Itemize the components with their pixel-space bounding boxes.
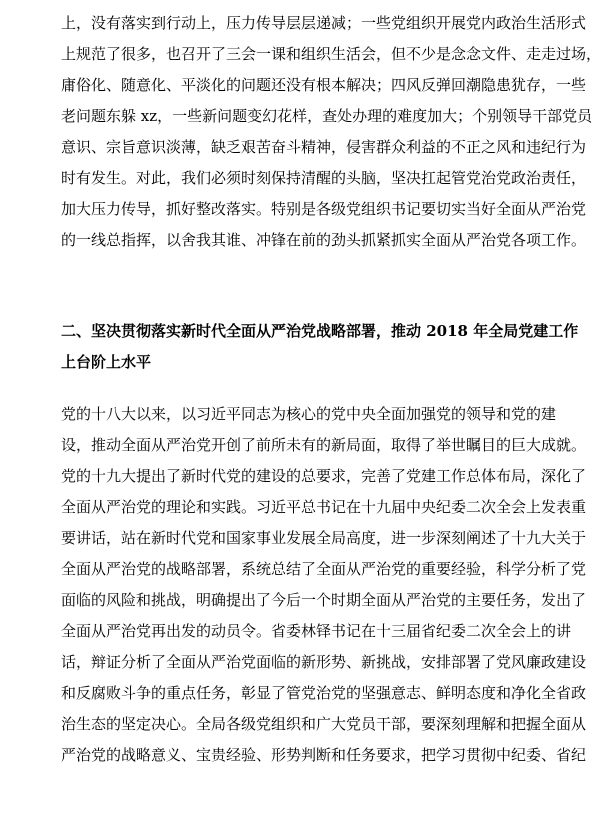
paragraph-line: 要讲话，站在新时代党和国家事业发展全局高度，进一步深刻阐述了十九大关于 [61, 529, 587, 547]
paragraph-line: 党的十九大提出了新时代党的建设的总要求，完善了党建工作总体布局，深化了 [61, 467, 587, 485]
paragraph-line: 上规范了很多，也召开了三会一课和组织生活会，但不少是念念文件、走走过场， [61, 45, 601, 63]
paragraph-line: 上，没有落实到行动上，压力传导层层递减；一些党组织开展党内政治生活形式 [61, 14, 587, 32]
paragraph-line: 意识、宗旨意识淡薄，缺乏艰苦奋斗精神，侵害群众利益的不正之风和违纪行为 [61, 138, 587, 156]
paragraph-line: 党的十八大以来，以习近平同志为核心的党中央全面加强党的领导和党的建 [61, 405, 557, 423]
paragraph-line: 的一线总指挥，以舍我其谁、冲锋在前的劲头抓紧抓实全面从严治党各项工作。 [61, 231, 587, 249]
paragraph-line: 全面从严治党的战略部署，系统总结了全面从严治党的重要经验，科学分析了党 [61, 560, 587, 578]
body-paragraph-2 [61, 399, 587, 771]
paragraph-line: 时有发生。对此，我们必须时刻保持清醒的头脑，坚决扛起管党治党政治责任， [61, 169, 587, 187]
paragraph-line: 庸俗化、随意化、平淡化的问题还没有根本解决；四风反弹回潮隐患犹存，一些 [61, 76, 587, 94]
paragraph-line: 设，推动全面从严治党开创了前所未有的新局面，取得了举世瞩目的巨大成就。 [61, 436, 587, 454]
paragraph-line: 全面从严治党再出发的动员令。省委林铎书记在十三届省纪委二次全会上的讲 [61, 622, 572, 640]
paragraph-line: 话，辩证分析了全面从严治党面临的新形势、新挑战，安排部署了党风廉政建设 [61, 653, 587, 671]
paragraph-line: 和反腐败斗争的重点任务，彰显了管党治党的坚强意志、鲜明态度和净化全省政 [61, 684, 587, 702]
paragraph-line: 面临的风险和挑战，明确提出了今后一个时期全面从严治党的主要任务，发出了 [61, 591, 587, 609]
heading-line: 上台阶上水平 [61, 353, 152, 371]
paragraph-line: 全面从严治党的理论和实践。习近平总书记在十九届中央纪委二次全会上发表重 [61, 498, 587, 516]
paragraph-line: 治生态的坚定决心。全局各级党组织和广大党员干部，要深刻理解和把握全面从 [61, 715, 587, 733]
section-heading [61, 316, 579, 378]
body-paragraph-1 [61, 8, 601, 256]
heading-line: 二、坚决贯彻落实新时代全面从严治党战略部署，推动 2018 年全局党建工作 [61, 322, 579, 340]
paragraph-line: 严治党的战略意义、宝贵经验、形势判断和任务要求，把学习贯彻中纪委、省纪 [61, 746, 587, 764]
paragraph-line: 加大压力传导，抓好整改落实。特别是各级党组织书记要切实当好全面从严治党 [61, 200, 587, 218]
paragraph-line: 老问题东躲 xz，一些新问题变幻花样，查处办理的难度加大；个别领导干部党员 [61, 107, 593, 125]
